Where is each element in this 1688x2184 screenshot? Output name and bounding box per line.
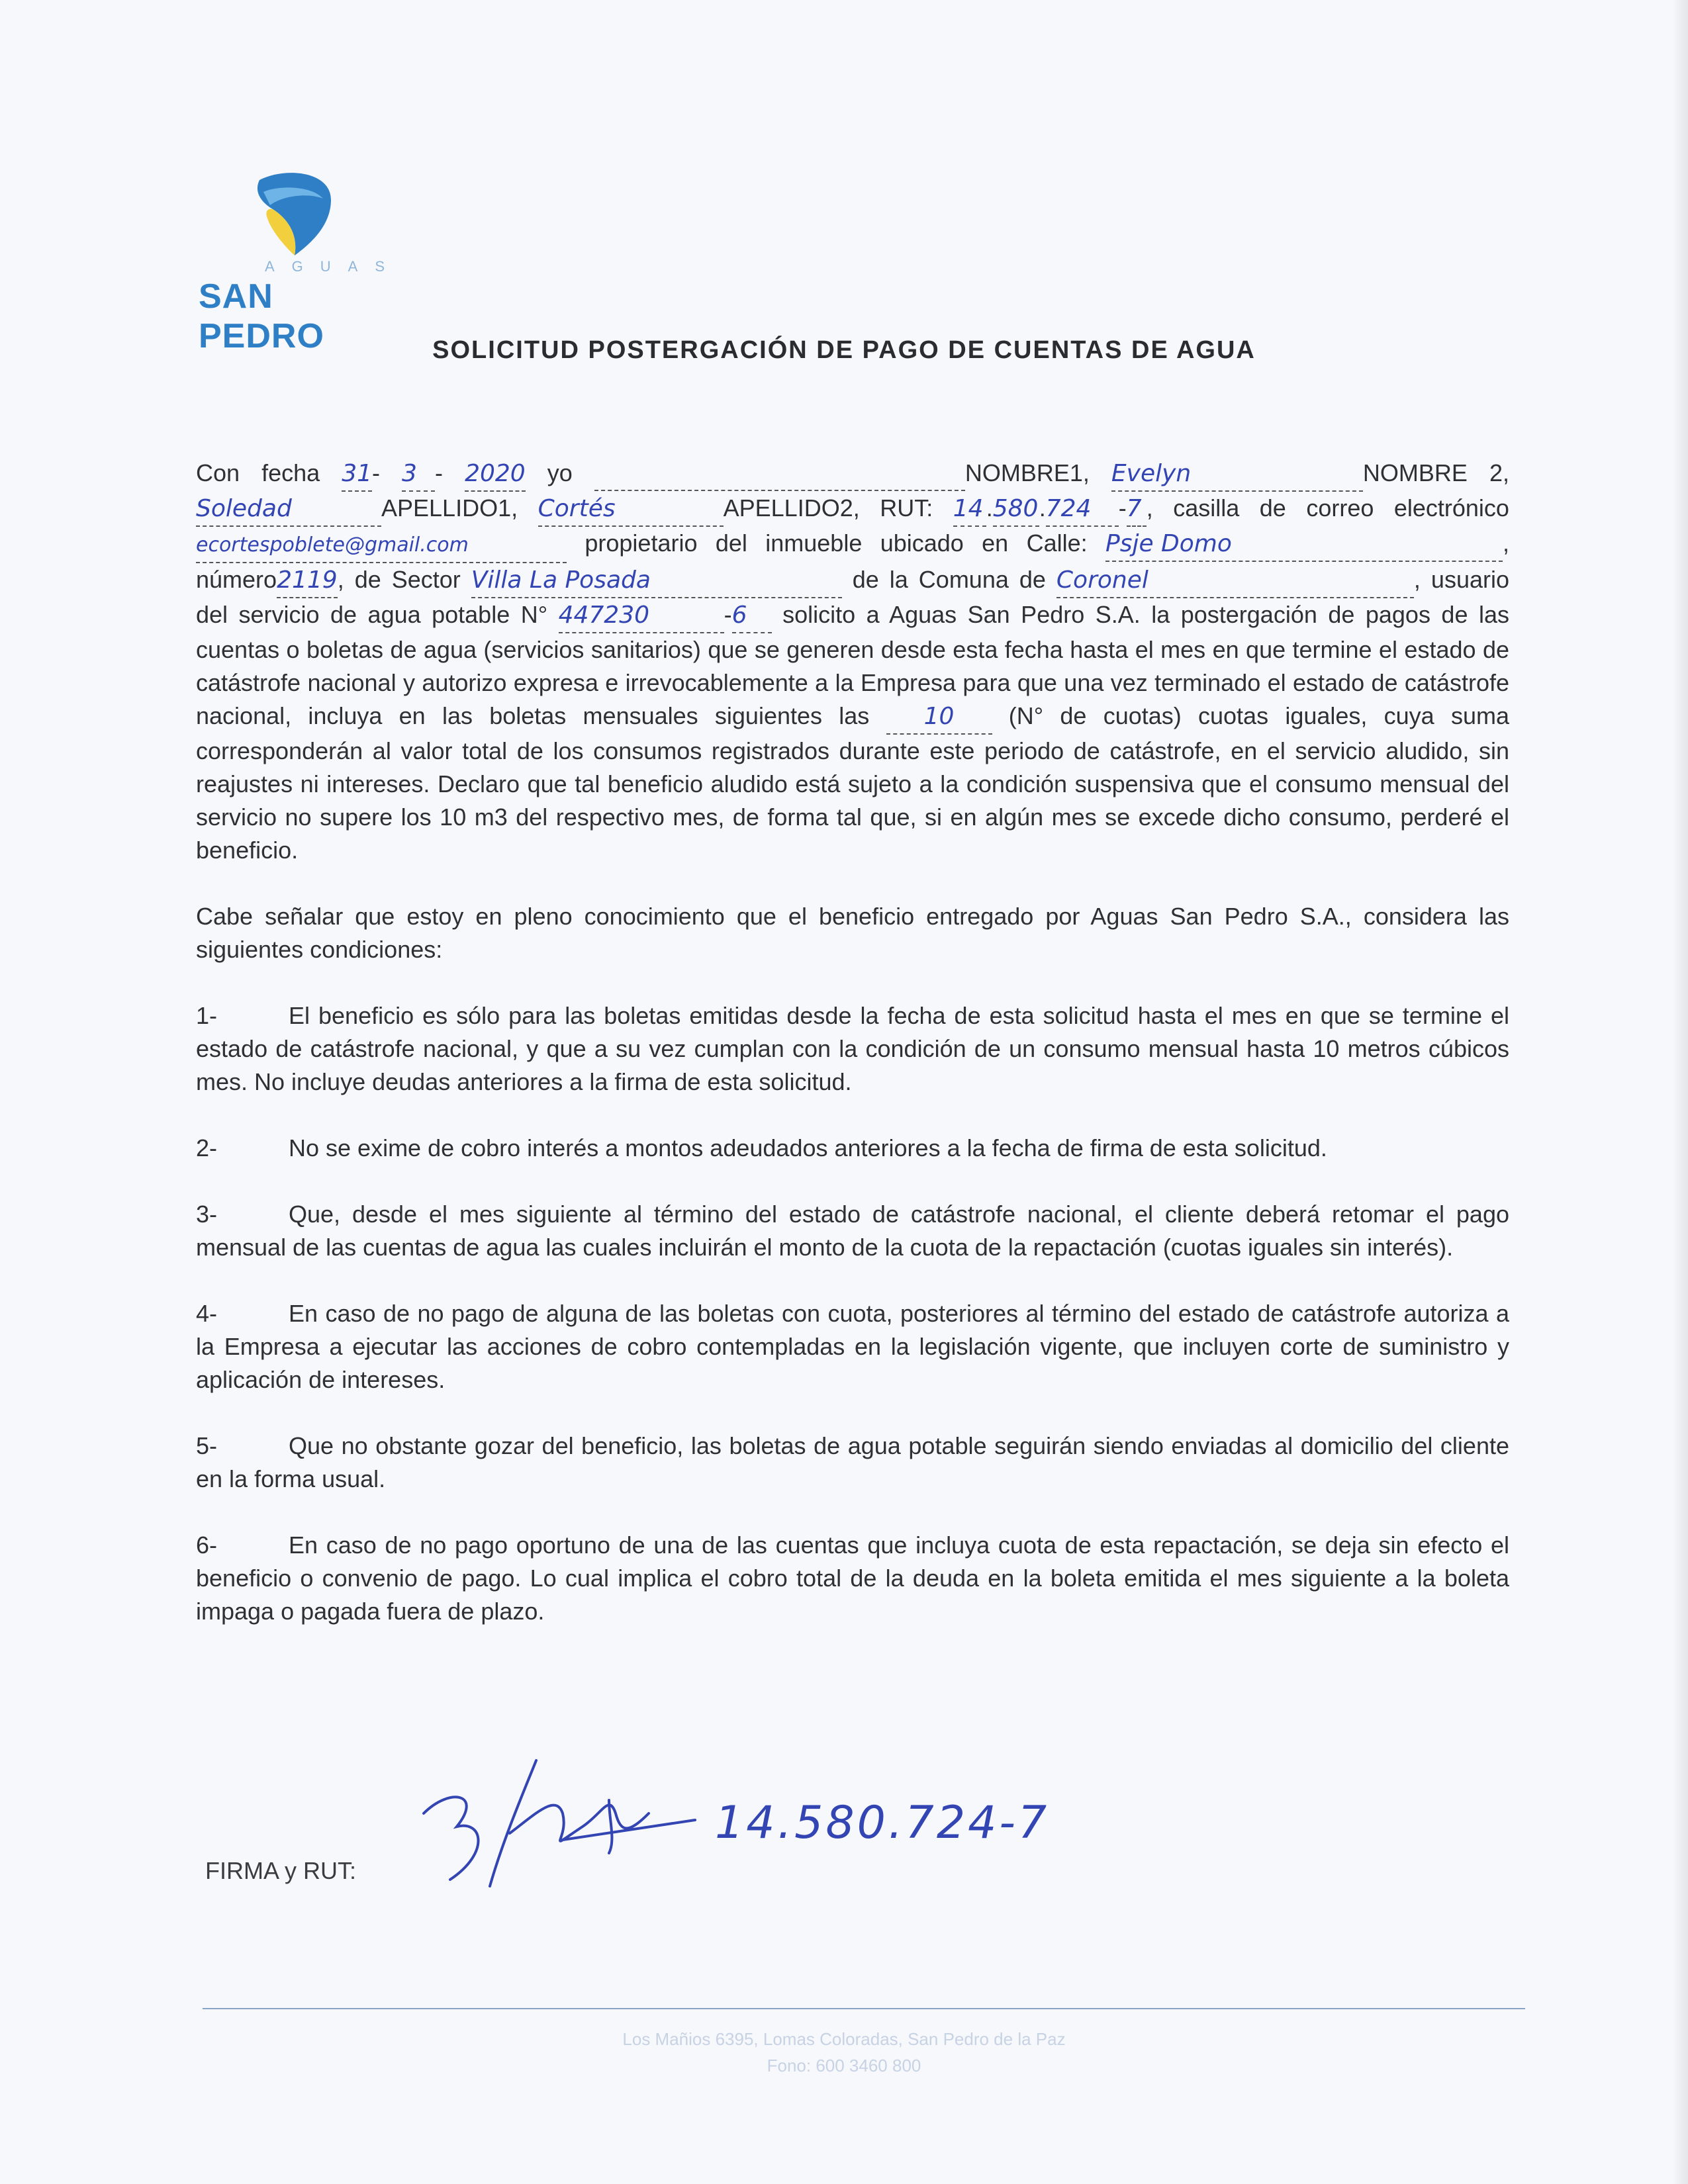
- street-field: Psje Domo: [1105, 527, 1503, 562]
- condition-number: 2-: [196, 1134, 218, 1161]
- static-text: de la Comuna de: [852, 566, 1046, 593]
- condition-item: [196, 1430, 1509, 1496]
- rut-part2-field: 580: [993, 492, 1039, 527]
- static-text: NOMBRE 2,: [1362, 459, 1509, 486]
- apellido1-field: Soledad: [196, 492, 381, 527]
- condition-item: [196, 1198, 1509, 1264]
- condition-item: [196, 1132, 1509, 1165]
- condition-number: 5-: [196, 1432, 218, 1459]
- signature-label: FIRMA y RUT:: [205, 1857, 357, 1884]
- document-title: SOLICITUD POSTERGACIÓN DE PAGO DE CUENTAS DE AGUA: [432, 336, 1256, 364]
- footer-phone: Fono: 600 3460 800: [767, 2056, 921, 2075]
- company-logo: [199, 165, 402, 355]
- signature-rut: 14.580.724-7: [715, 1797, 1050, 1849]
- static-text: casilla de correo electrónico: [1173, 494, 1509, 522]
- rut-part1-field: 14: [953, 492, 986, 527]
- static-text: de Sector: [354, 566, 461, 593]
- static-text: (N° de cuotas) cuotas iguales, cuya suma corresponderán al valor total de los consumos registrados durante este periodo de catástrofe, en el servicio aludido, sin reajustes ni intereses. Declaro que tal beneficio aludido está sujeto a la condición suspensiva que el consumo mensual del servicio no supere los 10 m3 del respectivo mes, de forma tal que, si en algún mes se excede dicho consumo, perderé el beneficio.: [196, 702, 1509, 864]
- static-text: usuario del servicio de agua potable N°: [196, 566, 1509, 628]
- condition-text: En caso de no pago oportuno de una de las cuentas que incluya cuota de esta repactación, se deja sin efecto el beneficio o convenio de pago. Lo cual implica el cobro total de la deuda en la boleta emitida el mes siguiente a la boleta impaga o pagada fuera de plazo.: [196, 1531, 1509, 1625]
- static-text: NOMBRE1,: [964, 459, 1090, 486]
- condition-text: No se exime de cobro interés a montos adeudados anteriores a la fecha de firma de esta solicitud.: [289, 1134, 1327, 1161]
- static-text: APELLIDO2,: [723, 494, 860, 522]
- condition-text: En caso de no pago de alguna de las boletas con cuota, posteriores al término del estado de catástrofe autoriza a la Empresa a ejecutar las acciones de cobro contempladas en la legislación vigente, que incluyen corte de suministro y aplicación de intereses.: [196, 1300, 1509, 1393]
- logo-subtitle: AGUAS: [265, 258, 402, 275]
- service-number-field: 447230: [559, 599, 724, 633]
- comuna-field: Coronel: [1056, 564, 1414, 598]
- condition-number: 1-: [196, 1002, 218, 1029]
- footer-address: Los Mañios 6395, Lomas Coloradas, San Pedro de la Paz: [622, 2029, 1066, 2049]
- nombre1-field: [594, 457, 965, 491]
- condition-number: 4-: [196, 1300, 218, 1327]
- sector-field: Villa La Posada: [471, 564, 842, 598]
- rut-dv-field: 7: [1127, 492, 1147, 527]
- date-year-field: 2020: [465, 457, 526, 492]
- date-month-field: 3: [402, 457, 435, 492]
- document-body: [196, 457, 1509, 1628]
- static-text: propietario del inmueble ubicado en Calle:: [585, 529, 1088, 557]
- apellido2-field: Cortés: [538, 492, 724, 527]
- house-number-field: 2119: [277, 564, 338, 598]
- condition-item: [196, 1529, 1509, 1628]
- static-text: APELLIDO1,: [381, 494, 518, 522]
- date-day-field: 31: [342, 457, 372, 492]
- logo-brand: SAN PEDRO: [199, 277, 324, 355]
- condition-text: El beneficio es sólo para las boletas emitidas desde la fecha de esta solicitud hasta el mes en que se termine el estado de catástrofe nacional, y que a su vez cumplan con la condición de un consumo mensual hasta 10 metros cúbicos mes. No incluye deudas anteriores a la firma de esta solicitud.: [196, 1002, 1509, 1095]
- condition-text: Que, desde el mes siguiente al término del estado de catástrofe nacional, el cliente deberá retomar el pago mensual de las cuentas de agua las cuales incluirán el monto de la cuota de la repactación (cuotas iguales sin interés).: [196, 1201, 1509, 1261]
- nombre2-field: Evelyn: [1111, 457, 1363, 492]
- static-text: RUT:: [880, 494, 933, 522]
- footer-divider: [203, 2008, 1525, 2009]
- conditions-intro: Cabe señalar que estoy en pleno conocimiento que el beneficio entregado por Aguas San Pedro S.A., considera las siguientes condiciones:: [196, 903, 1509, 963]
- condition-item: [196, 999, 1509, 1099]
- rut-part3-field: 724: [1046, 492, 1119, 527]
- condition-item: [196, 1297, 1509, 1396]
- static-text: Con fecha: [196, 459, 320, 486]
- water-drop-icon: [199, 165, 397, 258]
- request-paragraph: Con fecha 31- 3 - 2020 yo NOMBRE1, Evelyn NOMBRE 2, Soledad APELLIDO1, Cortés APELLIDO2, RUT: 14 .580.724 -7 , casilla de correo electrónico ecortespoblete@gmail.com propietario del inmueble ubicado en Calle: Psje Domo , número2119, de Sector Villa La Posada de la Comuna de Coronel , usuario del servicio de agua potable N° 447230 -6 solicito a Aguas San Pedro S.A. la postergación de pagos de las cuentas o boletas de agua (servicios sanitarios) que se generen desde esta fecha hasta el mes en que termine el estado de catástrofe nacional y autorizo expresa e irrevocablemente a la Empresa para que una vez terminado el estado de catástrofe nacional, incluya en las boletas mensuales siguientes las 10 (N° de cuotas) cuotas iguales, cuya suma corresponderán al valor total de los consumos registrados durante este periodo de catástrofe, en el servicio aludido, sin reajustes ni intereses. Declaro que tal beneficio aludido está sujeto a la condición suspensiva que el consumo mensual del servicio no supere los 10 m3 del respectivo mes, de forma tal que, si en algún mes se excede dicho consumo, perderé el beneficio.: [196, 457, 1509, 867]
- condition-text: Que no obstante gozar del beneficio, las boletas de agua potable seguirán siendo enviadas al domicilio del cliente en la forma usual.: [196, 1432, 1509, 1492]
- installments-field: 10: [886, 700, 992, 735]
- service-dv-field: 6: [732, 599, 772, 633]
- handwritten-signature: [410, 1754, 702, 1906]
- static-text: yo: [547, 459, 573, 486]
- condition-number: 3-: [196, 1201, 218, 1228]
- scan-edge: [1672, 0, 1688, 2184]
- email-field: ecortespoblete@gmail.com: [196, 529, 567, 563]
- static-text: número: [196, 566, 277, 593]
- static-text: solicito a Aguas San Pedro S.A. la postergación de pagos de las cuentas o boletas de agua (servicios sanitarios) que se generen desde esta fecha hasta el mes en que termine el estado de catástrofe nacional y autorizo expresa e irrevocablemente a la Empresa para que una vez terminado el estado de catástrofe nacional, incluya en las boletas mensuales siguientes las: [196, 601, 1509, 729]
- condition-number: 6-: [196, 1531, 218, 1559]
